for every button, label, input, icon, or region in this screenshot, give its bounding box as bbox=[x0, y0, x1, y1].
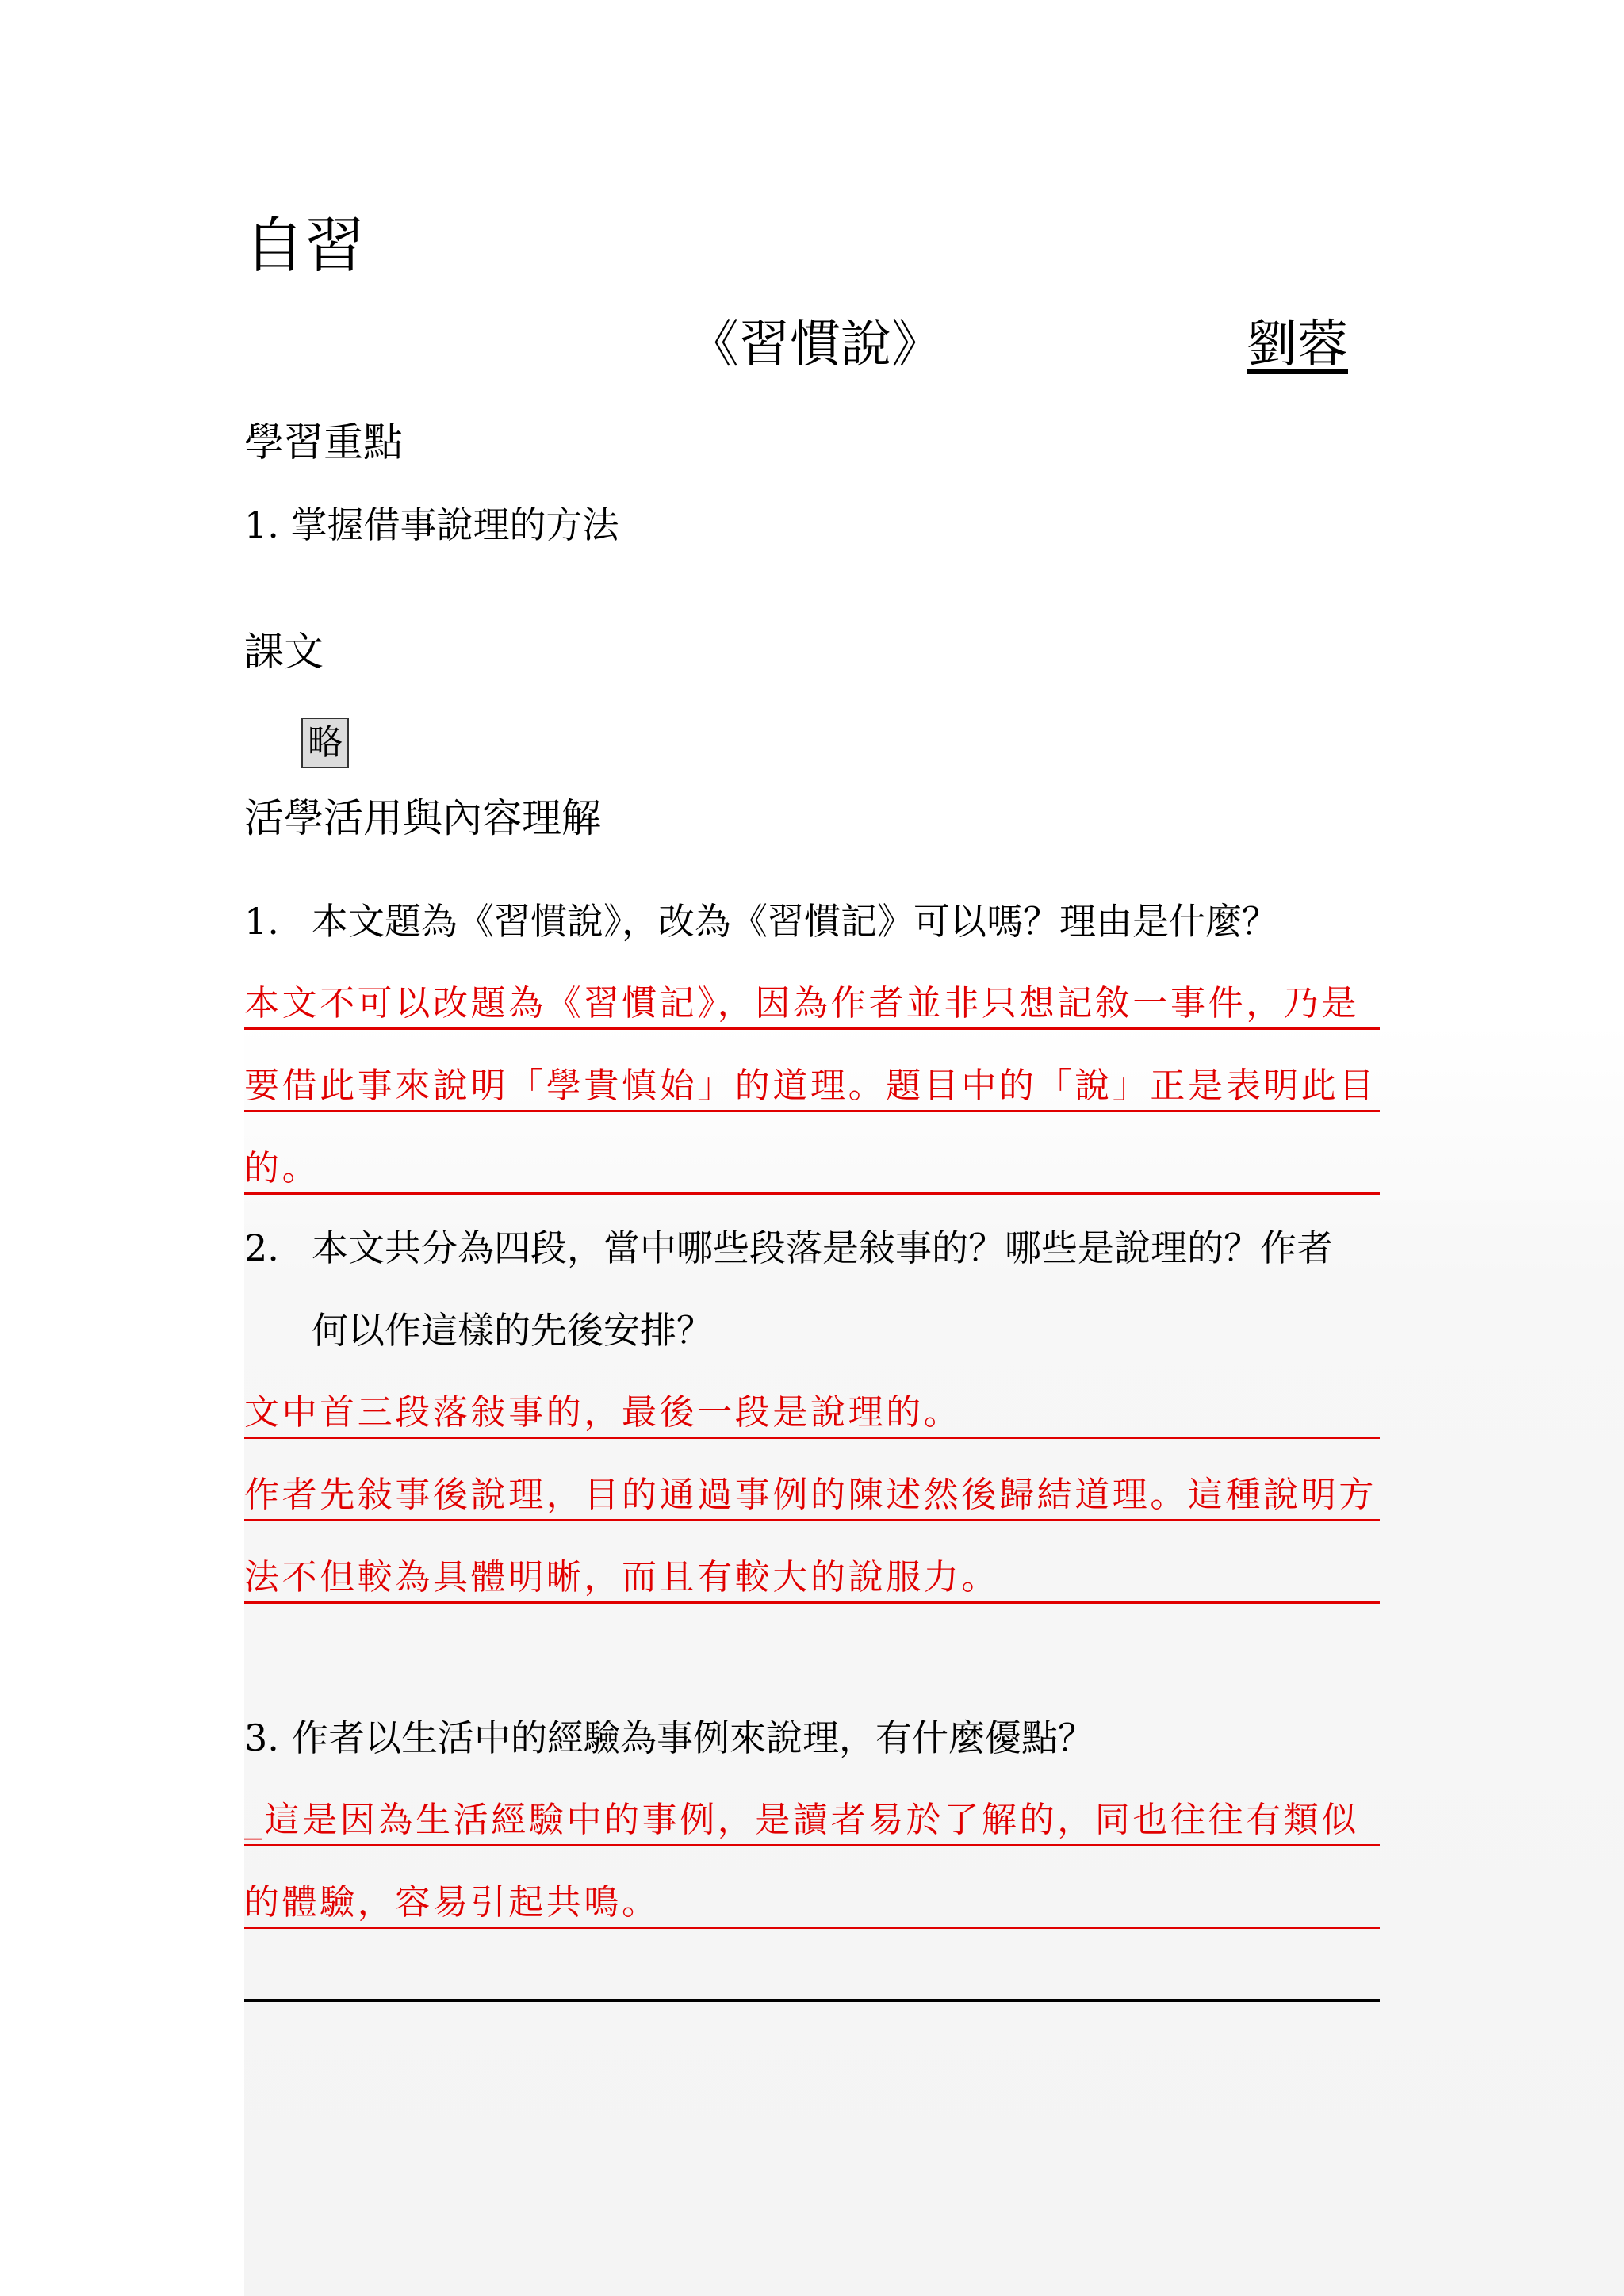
answer-line: 要借此事來說明「學貴慎始」的道理。題目中的「說」正是表明此目 bbox=[244, 1062, 1380, 1112]
text-heading: 課文 bbox=[244, 629, 324, 675]
question-text: 本文共分為四段，當中哪些段落是敍事的？哪些是說理的？作者 bbox=[312, 1226, 1333, 1269]
focus-item: 1. 掌握借事說理的方法 bbox=[244, 503, 619, 546]
document-title: 自習 bbox=[244, 210, 365, 281]
answer-line: _這是因為生活經驗中的事例，是讀者易於了解的，同也往往有類似 bbox=[244, 1797, 1380, 1846]
blank-answer-line bbox=[244, 1999, 1380, 2002]
lesson-author: 劉蓉 bbox=[1247, 316, 1348, 374]
answer-line: 的體驗，容易引起共鳴。 bbox=[244, 1879, 1380, 1929]
question-number: 1. bbox=[244, 900, 279, 943]
question-text: 作者以生活中的經驗為事例來說理，有什麼優點？ bbox=[292, 1716, 1094, 1759]
question-number: 3. bbox=[244, 1716, 279, 1759]
answer-line: 文中首三段落敍事的，最後一段是說理的。 bbox=[244, 1389, 1380, 1439]
focus-heading: 學習重點 bbox=[244, 419, 403, 465]
page-shading bbox=[244, 1023, 1624, 2296]
question-number: 2. bbox=[244, 1226, 279, 1269]
answer-line: 本文不可以改題為《習慣記》，因為作者並非只想記敘一事件，乃是 bbox=[244, 980, 1380, 1030]
question-text: 本文題為《習慣說》，改為《習慣記》可以嗎？理由是什麼？ bbox=[312, 900, 1278, 943]
answer-line: 法不但較為具體明晰，而且有較大的說服力。 bbox=[244, 1554, 1380, 1604]
question-text: 何以作這樣的先後安排？ bbox=[312, 1309, 713, 1352]
exercise-heading: 活學活用與內容理解 bbox=[244, 795, 601, 841]
answer-line: 的。 bbox=[244, 1145, 1380, 1195]
omitted-text-box: 略 bbox=[301, 718, 349, 768]
lesson-title: 《習慣說》 bbox=[688, 316, 942, 374]
answer-line: 作者先敍事後說理，目的通過事例的陳述然後歸結道理。這種說明方 bbox=[244, 1471, 1380, 1521]
